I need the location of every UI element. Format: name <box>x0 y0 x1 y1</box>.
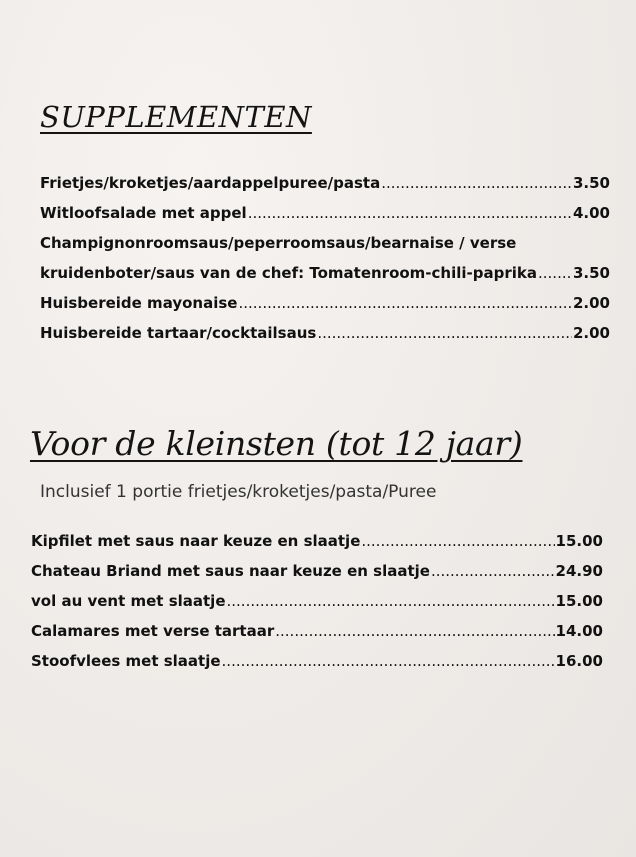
dot-leader <box>238 288 572 318</box>
item-name: Kipfilet met saus naar keuze en slaatje <box>31 532 361 550</box>
menu-item <box>40 168 610 198</box>
menu-item <box>31 616 603 646</box>
item-price: 3.50 <box>572 264 610 282</box>
dot-leader <box>248 198 572 228</box>
item-price: 15.00 <box>555 592 603 610</box>
menu-item <box>31 646 603 676</box>
kids-title: Voor de kleinsten (tot 12 jaar) <box>30 424 523 463</box>
item-name-line1: Champignonroomsaus/peperroomsaus/bearnaise / verse <box>40 234 517 252</box>
dot-leader <box>275 616 554 646</box>
item-name: Chateau Briand met saus naar keuze en slaatje <box>31 562 430 580</box>
dot-leader <box>381 168 572 198</box>
menu-item <box>40 318 610 348</box>
item-price: 14.00 <box>555 622 603 640</box>
kids-subtitle: Inclusief 1 portie frietjes/kroketjes/pasta/Puree <box>40 482 437 502</box>
item-name: Witloofsalade met appel <box>40 204 247 222</box>
dot-leader <box>431 556 555 586</box>
item-price: 16.00 <box>555 652 603 670</box>
kids-list <box>31 526 603 676</box>
dot-leader <box>222 646 555 676</box>
menu-item <box>40 288 610 318</box>
item-name: Stoofvlees met slaatje <box>31 652 221 670</box>
supplements-list <box>40 168 610 348</box>
item-price: 3.50 <box>572 174 610 192</box>
item-price: 2.00 <box>572 294 610 312</box>
menu-item <box>40 198 610 228</box>
menu-item <box>31 526 603 556</box>
dot-leader <box>317 318 572 348</box>
item-price: 4.00 <box>572 204 610 222</box>
dot-leader <box>361 526 554 556</box>
menu-item <box>40 258 610 288</box>
item-name: Calamares met verse tartaar <box>31 622 275 640</box>
dot-leader <box>227 586 555 616</box>
item-name: Huisbereide tartaar/cocktailsaus <box>40 324 317 342</box>
supplements-title: SUPPLEMENTEN <box>40 100 312 134</box>
item-price: 24.90 <box>555 562 603 580</box>
item-name: vol au vent met slaatje <box>31 592 226 610</box>
item-name: kruidenboter/saus van de chef: Tomatenroom-chili-paprika <box>40 264 537 282</box>
item-name: Huisbereide mayonaise <box>40 294 238 312</box>
menu-item-line1 <box>40 228 610 258</box>
menu-item <box>31 556 603 586</box>
item-price: 2.00 <box>572 324 610 342</box>
dot-leader <box>538 258 572 288</box>
menu-item <box>31 586 603 616</box>
item-name: Frietjes/kroketjes/aardappelpuree/pasta <box>40 174 381 192</box>
item-price: 15.00 <box>555 532 603 550</box>
